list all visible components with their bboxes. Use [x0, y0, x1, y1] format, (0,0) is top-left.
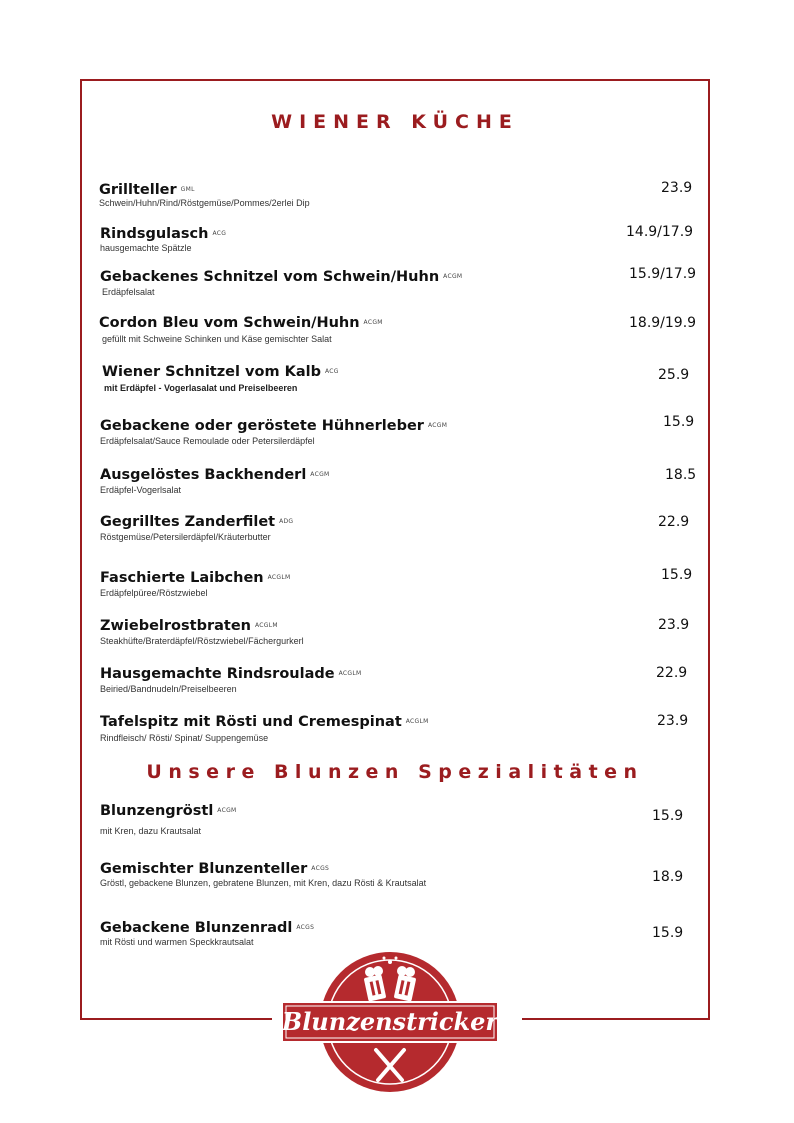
allergen-code: ACGM	[427, 422, 448, 429]
item-price: 23.9	[661, 180, 693, 196]
item-name: Rindsgulasch $^{ACG}$	[100, 226, 227, 242]
item-description: Schwein/Huhn/Rind/Röstgemüse/Pommes/2erlei Dip	[99, 198, 310, 208]
item-name: Gebackene Blunzenradl $^{ACGS}$	[100, 920, 315, 936]
item-price: 22.9	[658, 514, 690, 530]
item-description: Röstgemüse/Petersilerdäpfel/Kräuterbutter	[100, 532, 271, 542]
item-description: Gröstl, gebackene Blunzen, gebratene Blunzen, mit Kren, dazu Rösti & Krautsalat	[100, 878, 427, 888]
allergen-code: ACGLM	[338, 670, 362, 677]
item-name: Gebackenes Schnitzel vom Schwein/Huhn $^{ACGM}$	[100, 269, 463, 285]
item-description: mit Kren, dazu Krautsalat	[100, 826, 202, 836]
item-description: Erdäpfelsalat/Sauce Remoulade oder Petersilerdäpfel	[100, 436, 315, 446]
allergen-code: ACGS	[311, 865, 330, 872]
item-name: Grillteller $^{GML}$	[99, 182, 195, 198]
item-description: Erdäpfel-Vogerlsalat	[100, 485, 182, 495]
allergen-code: ACGM	[363, 319, 383, 326]
allergen-code: ACG	[324, 368, 339, 375]
item-description: mit Rösti und warmen Speckkrautsalat	[100, 937, 254, 947]
item-price: 15.9	[663, 414, 695, 430]
item-price: 23.9	[657, 713, 689, 729]
allergen-code: ACGM	[217, 807, 237, 814]
item-name: Blunzengröstl $^{ACGM}$	[100, 803, 237, 819]
allergen-code: ACGM	[443, 273, 463, 280]
allergen-code: ACGLM	[267, 574, 291, 581]
item-price: 15.9	[652, 925, 684, 941]
item-description: Rindfleisch/ Rösti/ Spinat/ Suppengemüse	[100, 733, 269, 743]
allergen-code: GML	[180, 186, 195, 193]
item-description: Steakhüfte/Braterdäpfel/Röstzwiebel/Fächergurkerl	[100, 636, 304, 646]
section-title-wiener-kueche: WIENER KÜCHE	[271, 111, 519, 133]
allergen-code: ACGLM	[405, 718, 429, 725]
item-description: gefüllt mit Schweine Schinken und Käse gemischter Salat	[102, 334, 332, 344]
item-price: 15.9	[661, 567, 693, 583]
logo-text: Blunzenstricker	[281, 1007, 499, 1036]
item-name: Ausgelöstes Backhenderl $^{ACGM}$	[100, 467, 330, 483]
allergen-code: ACG	[212, 230, 227, 237]
item-name: Wiener Schnitzel vom Kalb $^{ACG}$	[102, 364, 339, 380]
item-name: Faschierte Laibchen $^{ACGLM}$	[100, 570, 291, 586]
item-description: Erdäpfelsalat	[102, 287, 155, 297]
item-price: 15.9/17.9	[629, 266, 697, 282]
allergen-code: ACGLM	[254, 622, 278, 629]
item-name: Gemischter Blunzenteller $^{ACGS}$	[100, 861, 330, 877]
item-name: Cordon Bleu vom Schwein/Huhn $^{ACGM}$	[99, 315, 383, 331]
item-description: Erdäpfelpüree/Röstzwiebel	[100, 588, 208, 598]
allergen-code: ADG	[279, 518, 294, 525]
item-price: 18.9	[652, 869, 684, 885]
item-price: 14.9/17.9	[626, 224, 694, 240]
item-name: Gegrilltes Zanderfilet $^{ADG}$	[100, 514, 294, 530]
item-description: hausgemachte Spätzle	[100, 243, 192, 253]
item-description: Beiried/Bandnudeln/Preiselbeeren	[100, 684, 237, 694]
item-name: Tafelspitz mit Rösti und Cremespinat $^{ACGLM}$	[100, 714, 429, 730]
item-description: mit Erdäpfel - Vogerlasalat und Preiselbeeren	[104, 383, 298, 393]
section-title-blunzen: Unsere Blunzen Spezialitäten	[146, 761, 644, 783]
allergen-code: ACGS	[296, 924, 315, 931]
allergen-code: ACGM	[310, 471, 330, 478]
item-price: 23.9	[658, 617, 690, 633]
item-price: 18.5	[665, 467, 697, 483]
item-price: 15.9	[652, 808, 684, 824]
item-price: 18.9/19.9	[629, 315, 697, 331]
item-name: Zwiebelrostbraten $^{ACGLM}$	[100, 618, 278, 634]
blunzenstricker-logo	[280, 950, 500, 1095]
item-price: 25.9	[658, 367, 690, 383]
item-name: Hausgemachte Rindsroulade $^{ACGLM}$	[100, 666, 362, 682]
item-price: 22.9	[656, 665, 688, 681]
item-name: Gebackene oder geröstete Hühnerleber $^{ACGM}$	[100, 418, 448, 434]
